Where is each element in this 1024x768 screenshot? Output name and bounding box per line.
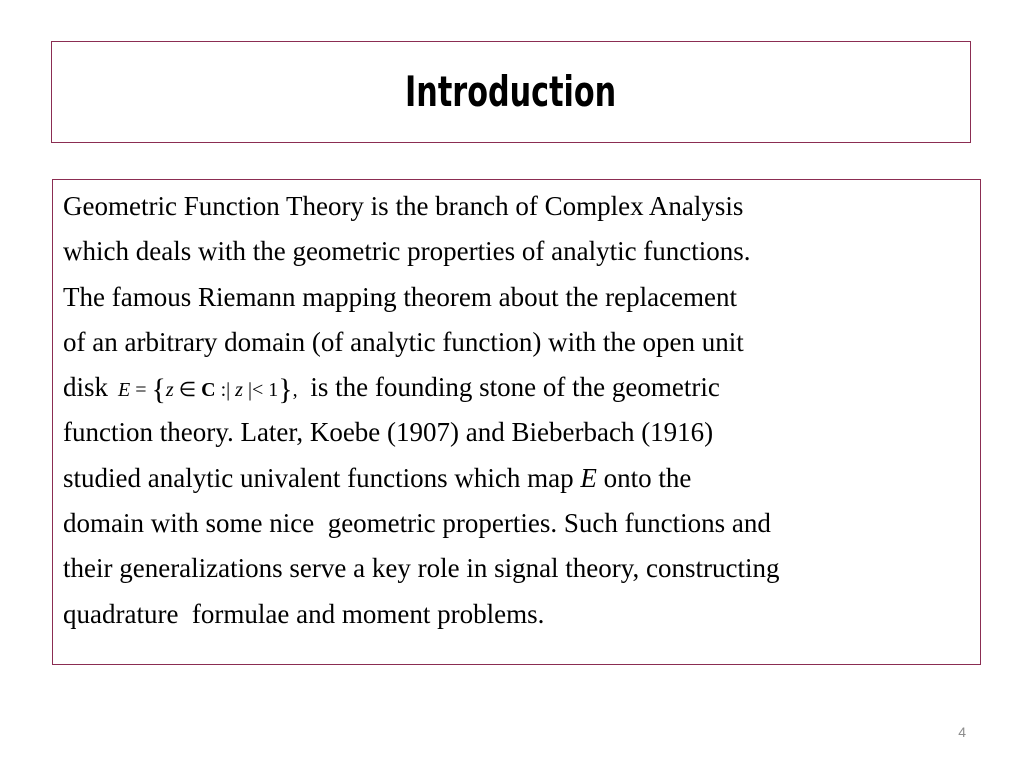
formula-equals: = — [130, 379, 152, 402]
formula-var-z-abs: z — [235, 379, 243, 402]
text-line-2: which deals with the geometric properties of analytic functions. — [63, 236, 751, 267]
slide-title-box — [51, 41, 971, 143]
formula-element-of: ∈ — [173, 379, 202, 402]
text-line-10: quadrature formulae and moment problems. — [63, 598, 545, 629]
formula-colon: :| — [215, 379, 236, 402]
formula-close-brace: } — [278, 373, 293, 407]
text-line-7-end: onto the — [596, 462, 692, 493]
text-line-8: domain with some nice geometric properties. Such functions and — [63, 508, 771, 539]
slide-content-box — [52, 179, 981, 665]
text-line-5-start: disk — [63, 372, 109, 403]
text-line-9: their generalizations serve a key role in signal theory, constructing — [63, 553, 780, 584]
page-number: 4 — [958, 724, 966, 740]
formula-comma: , — [292, 379, 298, 402]
text-line-1: Geometric Function Theory is the branch of Complex Analysis — [63, 191, 744, 221]
formula-less-than: |< 1 — [242, 379, 279, 402]
formula-complex-set: C — [201, 379, 216, 402]
text-line-3: The famous Riemann mapping theorem about the replacement — [63, 281, 738, 312]
text-line-7-start: studied analytic univalent functions which map — [63, 462, 581, 493]
formula-open-brace: { — [151, 373, 166, 407]
text-line-7 — [63, 456, 980, 501]
text-line-5-end: is the founding stone of the geometric — [303, 372, 720, 403]
text-line-4: of an arbitrary domain (of analytic function) with the open unit — [63, 326, 744, 357]
formula-var-z: z — [165, 379, 174, 402]
text-line-5 — [63, 365, 980, 410]
formula-lhs: E — [118, 379, 131, 402]
text-line-7-var: E — [580, 462, 597, 493]
unit-disk-formula — [118, 367, 298, 413]
slide-title: Introduction — [405, 67, 617, 116]
text-line-6: function theory. Later, Koebe (1907) and Bieberbach (1916) — [63, 417, 714, 448]
